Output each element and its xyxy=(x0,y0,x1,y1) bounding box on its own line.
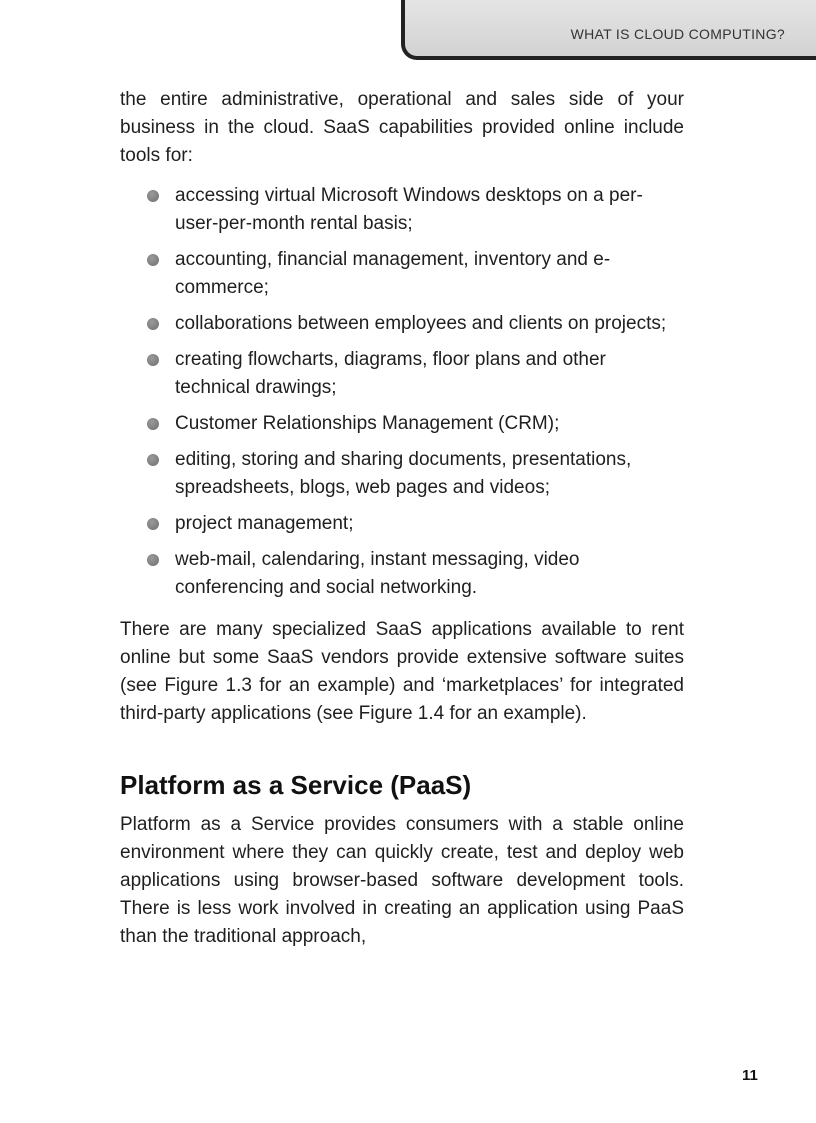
list-item xyxy=(147,410,684,438)
list-item xyxy=(147,182,684,238)
list-item-text: project management; xyxy=(175,513,354,534)
page-body xyxy=(120,86,684,951)
bullet-icon xyxy=(147,354,159,366)
list-item xyxy=(147,446,684,502)
intro-paragraph: the entire administrative, operational and sales side of your business in the cloud. SaaS capabilities provided online include tools for: xyxy=(120,89,684,166)
bullet-icon xyxy=(147,318,159,330)
section-heading: Platform as a Service (PaaS) xyxy=(120,770,472,800)
bullet-icon xyxy=(147,554,159,566)
list-item xyxy=(147,310,684,338)
saas-tools-list xyxy=(120,182,684,602)
list-item-text: creating flowcharts, diagrams, floor plans and other technical drawings; xyxy=(175,349,606,398)
bullet-icon xyxy=(147,190,159,202)
bullet-icon xyxy=(147,518,159,530)
running-header-tab xyxy=(401,0,816,60)
list-item xyxy=(147,546,684,602)
bullet-icon xyxy=(147,454,159,466)
list-item xyxy=(147,246,684,302)
list-item-text: Customer Relationships Management (CRM); xyxy=(175,413,560,434)
bullet-icon xyxy=(147,418,159,430)
list-item xyxy=(147,510,684,538)
list-item-text: web-mail, calendaring, instant messaging, video conferencing and social networking. xyxy=(175,549,580,598)
list-item-text: collaborations between employees and clients on projects; xyxy=(175,313,667,334)
running-header-title: WHAT IS CLOUD COMPUTING? xyxy=(570,26,785,42)
after-list-paragraph: There are many specialized SaaS applications available to rent online but some SaaS vendors provide extensive software suites (see Figure 1.3 for an example) and ‘marketplaces’ for integrated third-party applications (see Figure 1.4 for an example). xyxy=(120,619,684,724)
bullet-icon xyxy=(147,254,159,266)
list-item-text: editing, storing and sharing documents, presentations, spreadsheets, blogs, web pages and videos; xyxy=(175,449,632,498)
list-item-text: accounting, financial management, inventory and e-commerce; xyxy=(175,249,611,298)
list-item-text: accessing virtual Microsoft Windows desktops on a per-user-per-month rental basis; xyxy=(175,185,643,234)
page-number: 11 xyxy=(742,1067,758,1084)
list-item xyxy=(147,346,684,402)
section-paragraph: Platform as a Service provides consumers with a stable online environment where they can quickly create, test and deploy web applications using browser-based software development tools. There is less work involved in creating an application using PaaS than the traditional approach, xyxy=(120,814,684,947)
